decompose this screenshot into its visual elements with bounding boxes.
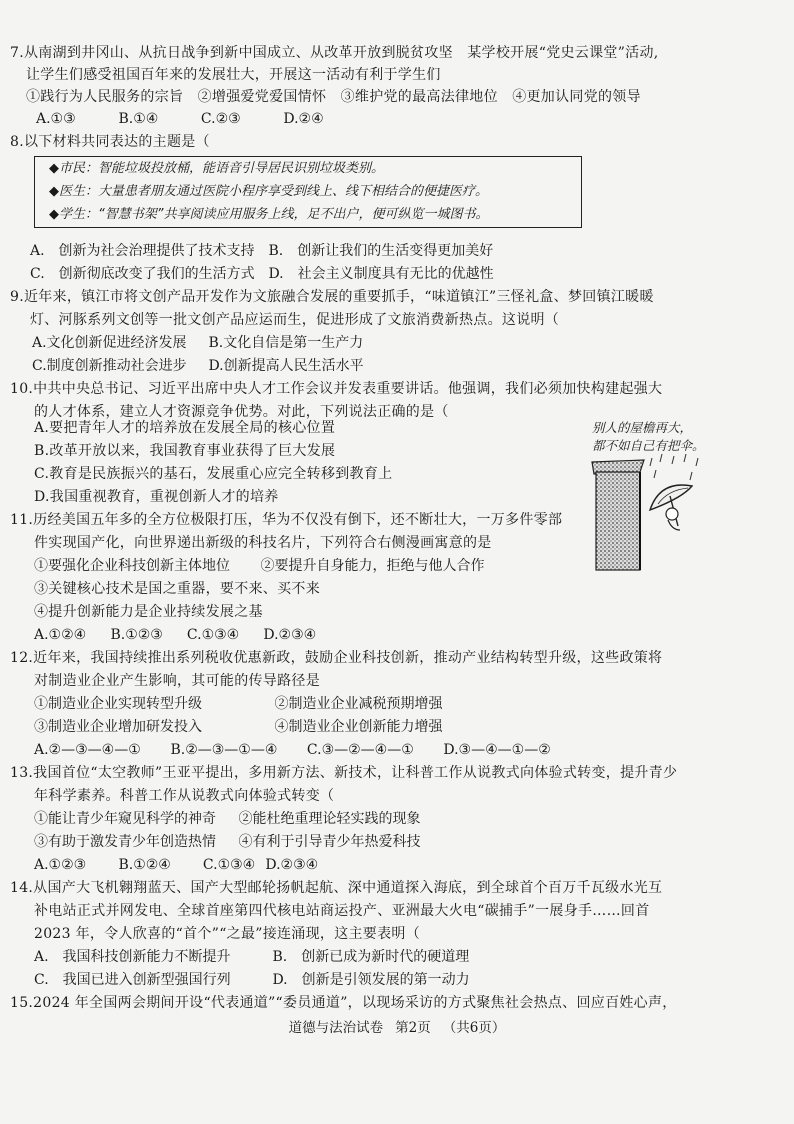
q8-options-row2 (30, 265, 494, 283)
q9-option-c: C.制度创新推动社会进步 (32, 358, 187, 374)
q12-options (34, 741, 551, 759)
page-footer (0, 1016, 794, 1036)
q13-item-3: ③有助于激发青少年创造热情 (34, 834, 216, 850)
q12-item-2: ②制造业企业减税预期增强 (274, 696, 443, 712)
q9-stem-line1: 9.近年来，镇江市将文创产品开发作为文旅融合发展的重要抓手，“味道镇江”三怪礼盒、梦回镇江暖暖 (10, 289, 654, 305)
q7-option-b: B.①④ (118, 111, 159, 127)
q11-stem-line1: 11.历经美国五年多的全方位极限打压，华为不仅没有倒下，还不断壮大，一万多件零部 (10, 512, 563, 528)
q12-option-c: C.③—②—④—① (306, 742, 414, 758)
q8-option-a: A. 创新为社会治理提供了技术支持 (30, 243, 255, 259)
q10-option-c: C.教育是民族振兴的基石，发展重心应完全转移到教育上 (34, 466, 393, 482)
q9-options-row1 (32, 334, 363, 352)
q9-option-a: A.文化创新促进经济发展 (32, 335, 187, 351)
q14-stem-line3: 2023 年，令人欣喜的“首个”“之最”接连涌现，这主要表明（ (34, 926, 421, 942)
q12-items-row1 (34, 695, 442, 713)
q11-item-2: ②要提升自身能力，拒绝与他人合作 (260, 558, 485, 574)
q13-stem-line2: 年科学素养。科普工作从说教式向体验式转变（ (34, 788, 335, 804)
q9-option-b: B.文化自信是第一生产力 (208, 335, 364, 351)
q11-options (34, 626, 335, 644)
q12-item-4: ④制造业企业创新能力增强 (274, 719, 443, 735)
q13-option-c: C.①③④ (202, 857, 256, 873)
q12-option-b: B.②—③—①—④ (170, 742, 278, 758)
q7-stem-line2: 让学生们感受祖国百年来的发展壮大，开展这一活动有利于学生们 (26, 67, 441, 83)
footer-total: （共6页） (442, 1020, 506, 1036)
footer-page: 第2页 (395, 1020, 431, 1036)
q14-options-row1 (34, 948, 469, 966)
q7-option-c: C.②③ (200, 111, 241, 127)
q13-options (34, 856, 318, 874)
q13-option-b: B.①②④ (118, 857, 171, 873)
q8-material-box (34, 156, 582, 228)
q13-item-4: ④有利于引导青少年热爱科技 (238, 834, 421, 850)
q14-option-b: B. 创新已成为新时代的硬道理 (272, 949, 470, 965)
q10-stem-line1: 10.中共中央总书记、习近平出席中央人才工作会议并发表重要讲话。他强调，我们必须加快构建起强大 (10, 381, 663, 397)
q13-item-1: ①能让青少年窥见科学的神奇 (34, 811, 216, 827)
q12-stem-line2: 对制造业企业产生影响，其可能的传导路径是 (34, 673, 320, 689)
q8-option-d: D. 社会主义制度具有无比的优越性 (268, 266, 494, 282)
q14-option-d: D. 创新是引领发展的第一动力 (272, 972, 470, 988)
q13-option-a: A.①②③ (34, 857, 87, 873)
q13-item-2: ②能杜绝重理论轻实践的现象 (238, 811, 421, 827)
q8-material-student: ◆学生：“智慧书架”共享阅读应用服务上线，足不出户，便可纵览一城图书。 (49, 207, 489, 222)
q10-option-b: B.改革开放以来，我国教育事业获得了巨大发展 (34, 443, 336, 459)
q11-option-b: B.①②③ (110, 627, 163, 643)
q11-item-1: ①要强化企业科技创新主体地位 (34, 558, 230, 574)
q12-item-3: ③制造业企业增加研发投入 (34, 719, 202, 735)
q8-option-c: C. 创新彻底改变了我们的生活方式 (30, 266, 255, 282)
q12-option-a: A.②—③—④—① (34, 742, 141, 758)
q12-items-row2 (34, 718, 442, 736)
q13-stem-line1: 13.我国首位“太空教师”王亚平提出，多用新方法、新技术，让科普工作从说教式向体验式转变，提升青少 (10, 765, 678, 781)
q9-stem-line2: 灯、河豚系列文创等一批文创产品应运而生，促进形成了文旅消费新热点。这说明（ (30, 312, 560, 328)
q15-stem-line1: 15.2024 年全国两会期间开设“代表通道”“委员通道”，以现场采访的方式聚焦社会热点、回应百姓心声， (10, 995, 677, 1011)
q7-items: ①践行为人民服务的宗旨 ②增强爱党爱国情怀 ③维护党的最高法律地位 ④更加认同党的领导 (26, 89, 641, 105)
umbrella-house-drawing (588, 414, 718, 574)
q12-stem-line1: 12.近年来，我国持续推出系列税收优惠新政，鼓励企业科技创新，推动产业结构转型升级，这些政策将 (10, 650, 663, 666)
q8-option-b: B. 创新让我们的生活变得更加美好 (268, 243, 494, 259)
q9-option-d: D.创新提高人民生活水平 (208, 358, 364, 374)
q10-option-a: A.要把青年人才的培养放在发展全局的核心位置 (34, 420, 336, 436)
q8-material-citizen: ◆市民：智能垃圾投放桶，能语音引导居民识别垃圾类别。 (49, 161, 384, 176)
q14-option-a: A. 我国科技创新能力不断提升 (34, 949, 231, 965)
q12-option-d: D.③—④—①—② (443, 742, 551, 758)
q14-option-c: C. 我国已进入创新型强国行列 (34, 972, 231, 988)
q7-stem-line1: 7.从南湖到井冈山、从抗日战争到新中国成立、从改革开放到脱贫攻坚 某学校开展“党史云课堂”活动, (10, 45, 659, 61)
q11-option-c: C.①③④ (186, 627, 240, 643)
q8-stem: 8.以下材料共同表达的主题是（ (10, 134, 210, 150)
q9-options-row2 (32, 357, 364, 375)
q11-items-row1 (34, 557, 484, 575)
q12-item-1: ①制造业企业实现转型升级 (34, 696, 202, 712)
cartoon-caption-line2: 都不如自己有把伞。 (592, 438, 705, 453)
footer-subject: 道德与法治试卷 (288, 1020, 384, 1036)
q13-items-row1 (34, 810, 420, 828)
q11-option-a: A.①②④ (34, 627, 87, 643)
q11-stem-line2: 件实现国产化，向世界递出新级的科技名片，下列符合右侧漫画寓意的是 (34, 535, 492, 551)
q7-option-d: D.②④ (283, 111, 324, 127)
q10-option-d: D.我国重视教育，重视创新人才的培养 (34, 489, 279, 505)
q14-stem-line1: 14.从国产大飞机翱翔蓝天、国产大型邮轮扬帆起航、深中通道探入海底，到全球首个百万千瓦级水光互 (10, 880, 663, 896)
q13-option-d: D.②③④ (265, 857, 319, 873)
q11-item-3: ③关键核心技术是国之重器，要不来、买不来 (34, 581, 320, 597)
q11-option-d: D.②③④ (263, 627, 317, 643)
q11-item-4: ④提升创新能力是企业持续发展之基 (34, 604, 263, 620)
q8-options-row1 (30, 242, 493, 260)
q7-options (36, 110, 361, 128)
q8-material-doctor: ◆医生：大量患者朋友通过医院小程序享受到线上、线下相结合的便捷医疗。 (49, 184, 488, 199)
q7-option-a: A.①③ (36, 111, 76, 127)
umbrella-cartoon (588, 414, 718, 574)
q14-options-row2 (34, 971, 470, 989)
q14-stem-line2: 补电站正式并网发电、全球首座第四代核电站商运投产、亚洲最大火电“碳捕手”一展身手……回首 (34, 903, 650, 919)
cartoon-caption-line1: 别人的屋檐再大， (592, 420, 693, 435)
q10-stem-line2: 的人才体系，建立人才资源竞争优势。对此，下列说法正确的是（ (34, 404, 449, 420)
q13-items-row2 (34, 833, 420, 851)
